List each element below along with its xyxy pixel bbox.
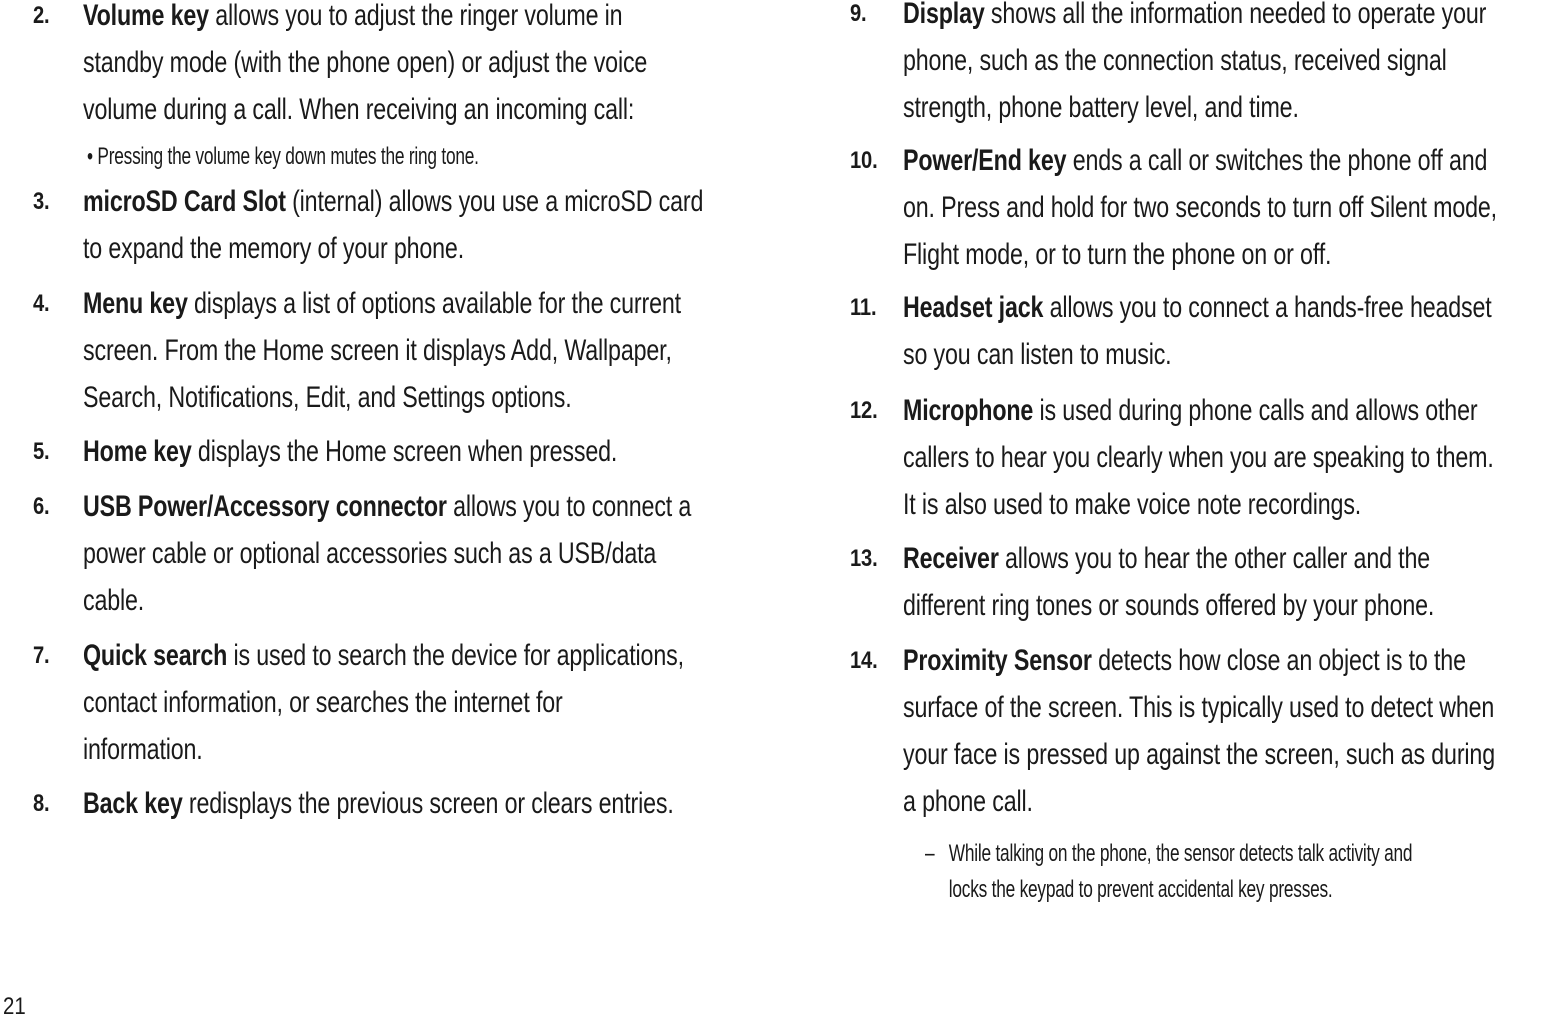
item-number: 2.: [33, 2, 50, 29]
item-text: Microphone is used during phone calls and allows other callers to hear you clearly when you are speaking to them. It is also used to make voice note recordings.: [903, 394, 1494, 521]
item-text: Back key redisplays the previous screen or clears entries.: [83, 787, 674, 820]
item-text: Power/End key ends a call or switches the phone off and on. Press and hold for two seconds to turn off Silent mode, Flight mode, or to turn the phone on or off.: [903, 144, 1497, 271]
bullet-text: Pressing the volume key down mutes the ring tone.: [97, 143, 479, 170]
bullet-marker: •: [87, 143, 93, 170]
item-term: Home key: [83, 435, 192, 468]
item-number: 5.: [33, 438, 50, 465]
item-term: Proximity Sensor: [903, 644, 1092, 677]
item-text: Receiver allows you to hear the other caller and the different ring tones or sounds offered by your phone.: [903, 542, 1435, 622]
item-term: microSD Card Slot: [83, 185, 286, 218]
item-number: 3.: [33, 188, 50, 215]
item-text: Headset jack allows you to connect a hands-free headset so you can listen to music.: [903, 291, 1492, 371]
item-term: Back key: [83, 787, 183, 820]
item-number: 7.: [33, 642, 50, 669]
note-line: locks the keypad to prevent accidental key presses.: [948, 876, 1333, 903]
item-number: 11.: [850, 294, 877, 321]
dash-marker: –: [925, 840, 935, 867]
item-term: Microphone: [903, 394, 1034, 427]
item-text: Quick search is used to search the device for applications, contact information, or searches the internet for information.: [83, 639, 684, 766]
item-text: Home key displays the Home screen when pressed.: [83, 435, 618, 468]
item-number: 8.: [33, 790, 50, 817]
item-number: 14.: [850, 647, 878, 674]
item-term: Menu key: [83, 287, 188, 320]
item-text: microSD Card Slot (internal) allows you use a microSD card to expand the memory of your phone.: [83, 185, 704, 265]
item-text: Volume key allows you to adjust the ringer volume in standby mode (with the phone open) or adjust the voice volume during a call. When receiving an incoming call:: [83, 0, 648, 126]
volume-bullet-note: [87, 139, 479, 175]
item-term: Display: [903, 0, 985, 30]
item-term: Volume key: [83, 0, 209, 32]
item-term: Headset jack: [903, 291, 1044, 324]
item-text: Display shows all the information needed to operate your phone, such as the connection status, received signal strength, phone battery level, and time.: [903, 0, 1486, 131]
item-number: 6.: [33, 493, 50, 520]
note-line: While talking on the phone, the sensor detects talk activity and: [948, 840, 1413, 867]
item-number: 10.: [850, 147, 878, 174]
item-number: 12.: [850, 397, 878, 424]
item-number: 9.: [850, 0, 867, 27]
item-term: USB Power/Accessory connector: [83, 490, 447, 523]
item-text: USB Power/Accessory connector allows you to connect a power cable or optional accessories such as a USB/data cable.: [83, 490, 692, 617]
item-number: 13.: [850, 545, 878, 572]
item-term: Receiver: [903, 542, 999, 575]
item-number: 4.: [33, 290, 50, 317]
item-text: Proximity Sensor detects how close an object is to the surface of the screen. This is typically used to detect when your face is pressed up against the screen, such as during a phone call.: [903, 644, 1495, 818]
proximity-note: [925, 836, 1412, 908]
page-number: 21: [3, 993, 26, 1020]
item-term: Quick search: [83, 639, 228, 672]
item-text: Menu key displays a list of options available for the current screen. From the Home screen it displays Add, Wallpaper, Search, Notifications, Edit, and Settings options.: [83, 287, 681, 414]
item-term: Power/End key: [903, 144, 1067, 177]
